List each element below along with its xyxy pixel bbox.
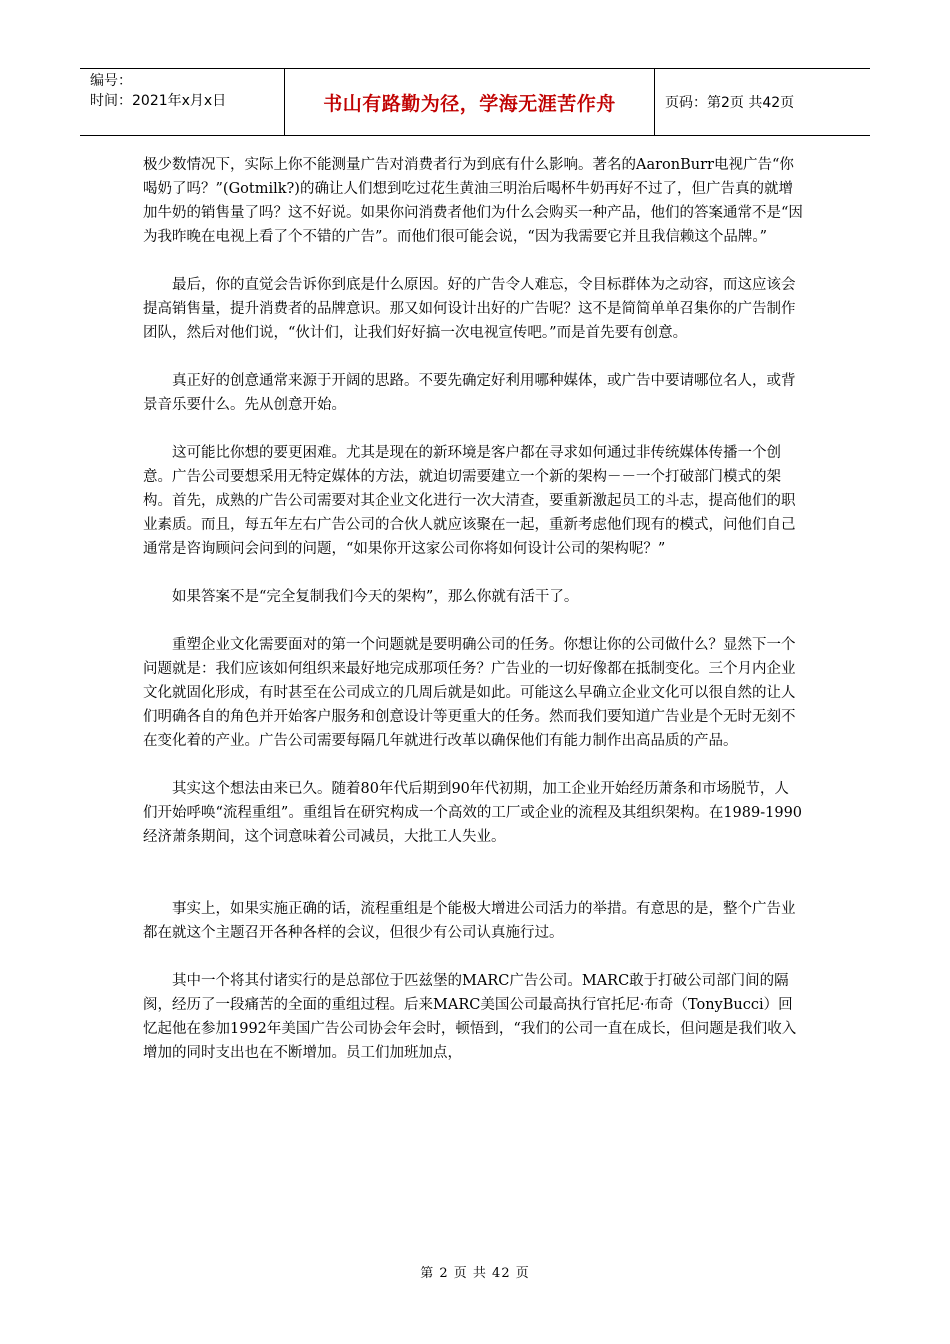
paragraph: 最后，你的直觉会告诉你到底是什么原因。好的广告令人难忘，令目标群体为之动容，而这应该会提高销售量，提升消费者的品牌意识。那又如何设计出好的广告呢？这不是简简单单召集你的广告制作团队，然后对他们说，“伙计们，让我们好好搞一次电视宣传吧。”而是首先要有创意。 bbox=[143, 277, 796, 341]
header-meta bbox=[80, 69, 285, 135]
paragraph: 其中一个将其付诸实行的是总部位于匹兹堡的MARC广告公司。MARC敢于打破公司部门间的隔阂，经历了一段痛苦的全面的重组过程。后来MARC美国公司最高执行官托尼·布奇（TonyBucci）回忆起他在参加1992年美国广告公司协会年会时，顿悟到，“我们的公司一直在成长，但问题是我们收入增加的同时支出也在不断增加。员工们加班加点， bbox=[143, 973, 797, 1061]
paragraph: 真正好的创意通常来源于开阔的思路。不要先确定好利用哪种媒体，或广告中要请哪位名人，或背景音乐要什么。先从创意开始。 bbox=[143, 373, 796, 413]
paragraph: 其实这个想法由来已久。随着80年代后期到90年代初期，加工企业开始经历萧条和市场脱节，人们开始呼唤“流程重组”。重组旨在研究构成一个高效的工厂或企业的流程及其组织架构。在1989-1990经济萧条期间，这个词意味着公司减员，大批工人失业。 bbox=[143, 781, 803, 845]
paragraph: 如果答案不是“完全复制我们今天的架构”，那么你就有活干了。 bbox=[172, 589, 579, 605]
header-page-code: 页码：第2页 共42页 bbox=[665, 95, 795, 111]
header-motto: 书山有路勤为径，学海无涯苦作舟 bbox=[285, 69, 655, 135]
document-body bbox=[143, 153, 803, 1089]
paragraph: 重塑企业文化需要面对的第一个问题就是要明确公司的任务。你想让你的公司做什么？显然下一个问题就是：我们应该如何组织来最好地完成那项任务？广告业的一切好像都在抵制变化。三个月内企业文化就固化形成，有时甚至在公司成立的几周后就是如此。可能这么早确立企业文化可以很自然的让人们明确各自的角色并开始客户服务和创意设计等更重大的任务。然而我们要知道广告业是个无时无刻不在变化着的产业。广告公司需要每隔几年就进行改革以确保他们有能力制作出高品质的产品。 bbox=[143, 637, 796, 749]
paragraph: 事实上，如果实施正确的话，流程重组是个能极大增进公司活力的举措。有意思的是，整个广告业都在就这个主题召开各种各样的会议，但很少有公司认真施行过。 bbox=[143, 901, 796, 941]
paragraph: 极少数情况下，实际上你不能测量广告对消费者行为到底有什么影响。著名的AaronBurr电视广告“你喝奶了吗？”(Gotmilk?)的确让人们想到吃过花生黄油三明治后喝杯牛奶再好不过了，但广告真的就增加牛奶的销售量了吗？这不好说。如果你问消费者他们为什么会购买一种产品，他们的答案通常不是“因为我昨晚在电视上看了个不错的广告”。而他们很可能会说，“因为我需要它并且我信赖这个品牌。” bbox=[143, 157, 803, 245]
document-time-label: 时间：2021年x月x日 bbox=[90, 93, 227, 109]
page-footer: 第 2 页 共 42 页 bbox=[420, 1266, 530, 1281]
page-header bbox=[80, 68, 870, 136]
document-number-label: 编号： bbox=[90, 73, 132, 89]
paragraph: 这可能比你想的要更困难。尤其是现在的新环境是客户都在寻求如何通过非传统媒体传播一个创意。广告公司要想采用无特定媒体的方法，就迫切需要建立一个新的架构－－一个打破部门模式的架构。首先，成熟的广告公司需要对其企业文化进行一次大清查，要重新激起员工的斗志，提高他们的职业素质。而且，每五年左右广告公司的合伙人就应该聚在一起，重新考虑他们现有的模式，问他们自己通常是咨询顾问会问到的问题，“如果你开这家公司你将如何设计公司的架构呢？” bbox=[143, 445, 796, 557]
